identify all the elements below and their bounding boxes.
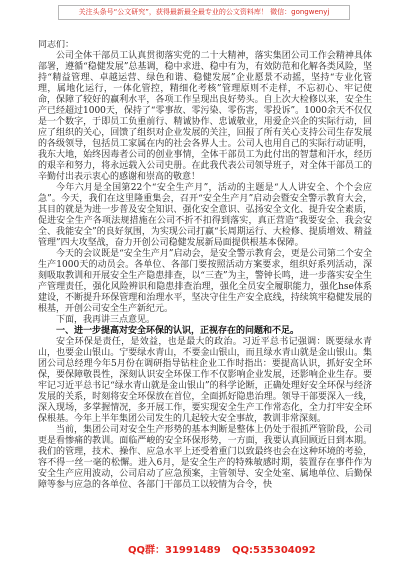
paragraph: 今年六月是全国第22个“安全生产月”，活动的主题是“人人讲安全、个个会应急”。今天，我们在这里隆重集会，召开“安全生产月”启动会暨安全警示教育大会，其目的就是为进一步普及安全知识、强化安全意识、弘扬安全文化、提升安全素质，促进安全生产各项法规措施在公司不折不扣得到落实，真正营造“我要安全、我会安全、我能安全”的良好氛围，为实现公司打赢“长周期运行、大检修、提质增效、精益管理”四大攻坚战，奋力开创公司稳健发展新局面提供根基本保障。 xyxy=(38,183,372,248)
header-banner xyxy=(58,5,350,20)
paragraph: 安全环保是责任，是效益，也是最大的政治。习近平总书记强调：既要绿水青山，也要金山银山。宁要绿水青山，不要金山银山，而且绿水青山就是金山银山。集团公司总经理今年5月份在调研指导钻柱企业工作时指出：要提高认识，抓好安全环保，要保障敬畏性，深刻认识安全环保工作不仅影响企业发展，还影响企业生存。要牢记习近平总书记“绿水青山就是金山银山”的科学论断，正确处理好安全环保与经济发展的关系，时刻将安全环保放在首位，全面抓好隐患治理。领导干部要深入一线，深入现场，多掌握情况，多开展工作，要实现安全生产工作常态化，全力打牢安全环保根基。今年上半年集团公司发生的几起较大安全事故，教训非常深刻。 xyxy=(38,337,372,424)
salutation: 同志们： xyxy=(38,40,75,50)
section-heading: 一、进一步提高对安全环保的认识，正视存在的问题和不足。 xyxy=(56,326,300,336)
paragraph: 下面，我再讲三点意见。 xyxy=(56,315,156,325)
footer-contact xyxy=(0,543,408,559)
qq-group-label: QQ群：31991489 xyxy=(128,545,221,556)
paragraph: 当前，集团公司对安全生产形势的基本判断是整体上仍处于很抓严管阶段，公司更是看惨痛的教训。面临严峻的安全环保形势，一方面，我要认真回顾近日到本期。我们的管理，技术、操作、应急水平上还受着重门以致最终也会在这种环境的考验，容不得一丝一毫的松懈。进入6月，是安全生产的特殊敏感时期，装置存在事件作为安全生产应用波动，公司启动了应急预案，主管领导、安全处室、属地单位、后勤保障等参与应急的各单位、各部门干部员工以较情为合令，快 xyxy=(38,425,372,490)
paragraph: 公司全体干部员工认真贯彻落实党的二十大精神，落实集团公司工作会精神具体部署，遵循“稳健发展”总基调，稳中求进、稳中有为，有效防范和化解各类风险，坚持“精益管理、卓越运营、绿色和谐、稳健发展”企业愿景不动摇，坚持“专业化管理，属地化运行，一体化管控，精细化考核”管理原则不走样，不忘初心、牢记使命，保障了较好的赢利水平，各项工作呈现出良好势头。自上次大检修以来，安全生产已经超过1000天，保持了“零事故、零污染、零伤害，零投诉”。1000余天不仅仅是一个数字，于即员工负重前行、精诚协作、忠诚敬业，用爱企兴企的实际行动，回应了组织的关心，回馈了组织对企业发展的关注，回报了所有关心支持公司生存发展的各级领导，包括员工家属在内的社会各界人士。公司人也用自己的实际行动证明，我东大地，始终因毒者公司的创业事情，全体干部员工为此付出的智慧和汗水，经历的艰辛和努力，将永远载入公司史册。在此我代表公司领导班子，对全体干部员工的辛勤付出表示衷心的感谢和崇高的敬意！ xyxy=(38,51,372,182)
paragraph: 今天的会议既是“安全生产月”启动会，是安全警示教育会，更是公司第二个安全生产1000天的动员会。各单位、各部门要按照活动方案要求，组织好系列活动，深刻吸取教训和开展安全生产隐患排查，以“三查”为主，警钟长鸣，进一步落实安全生产管理责任，强化风险辨识和隐患排查治理，强化全员安全履职能力，强化hse体系建设，不断提升环保管理和治理水平，坚决守住生产安全底线，持续筑牢稳健发展的根基，开创公司安全生产新纪元。 xyxy=(38,249,372,314)
banner-text: 关注头条号“公文研究”，获得最新最全最专业的公文资料库！ 微信：gongwenyj xyxy=(78,8,330,16)
document-body xyxy=(38,40,372,538)
qq-number-label: QQ:535304092 xyxy=(232,545,316,556)
